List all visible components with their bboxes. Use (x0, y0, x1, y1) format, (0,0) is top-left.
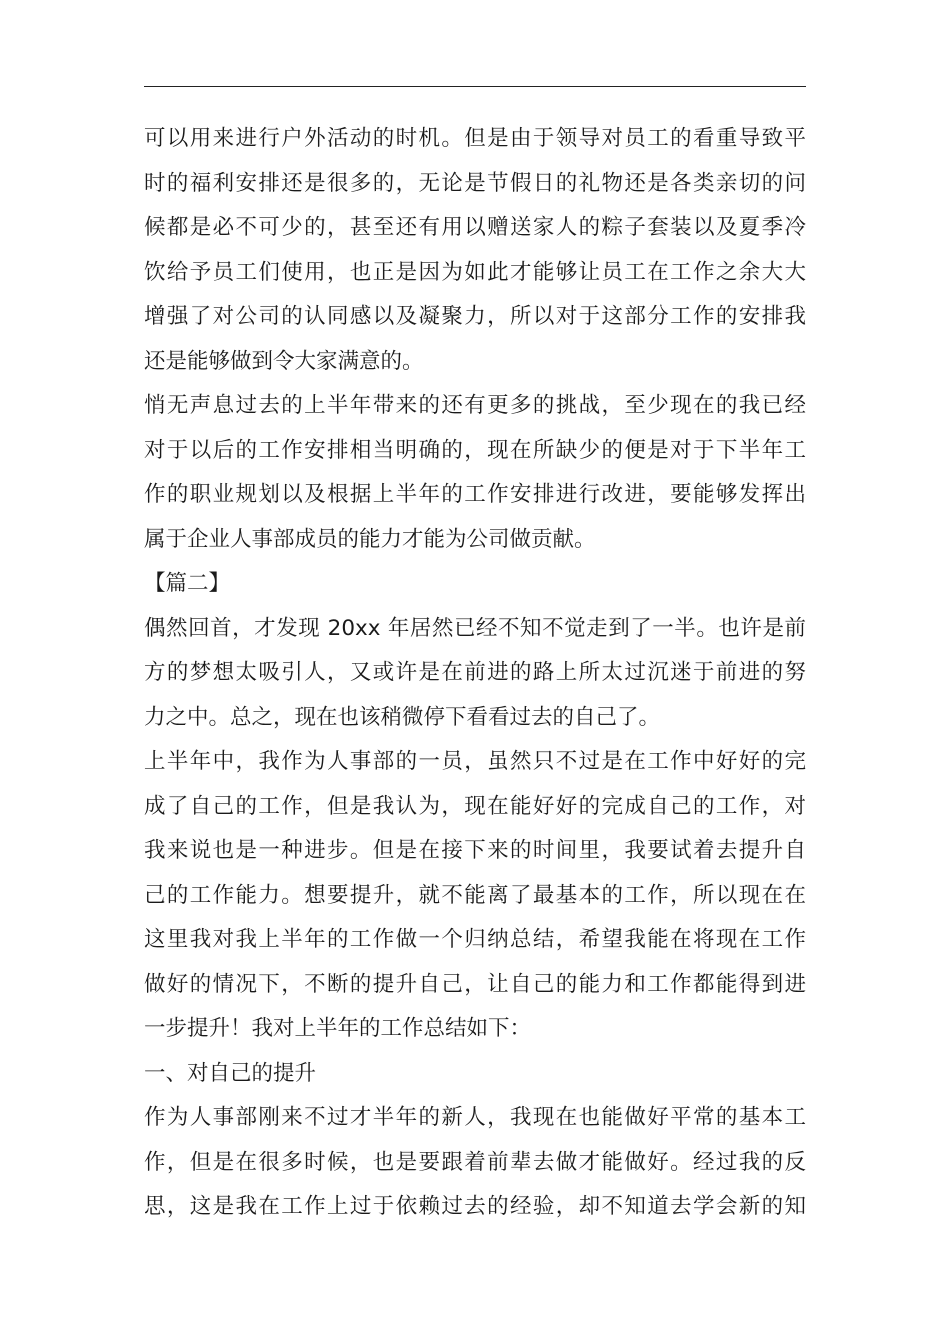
text-line: 思，这是我在工作上过于依赖过去的经验，却不知道去学会新的知 (144, 1194, 806, 1219)
text-line: 候都是必不可少的，甚至还有用以赠送家人的粽子套装以及夏季冷 (144, 215, 806, 240)
text-line: 做好的情况下，不断的提升自己，让自己的能力和工作都能得到进 (144, 971, 806, 997)
text-line: 作，但是在很多时候，也是要跟着前辈去做才能做好。经过我的反 (144, 1149, 806, 1175)
header-rule (144, 86, 806, 87)
text-line: 这里我对我上半年的工作做一个归纳总结，希望我能在将现在工作 (144, 927, 806, 952)
text-line: 方的梦想太吸引人，又或许是在前进的路上所太过沉迷于前进的努 (144, 660, 806, 685)
text-line: 我来说也是一种进步。但是在接下来的时间里，我要试着去提升自 (144, 838, 806, 863)
text-line: 力之中。总之，现在也该稍微停下看看过去的自己了。 (144, 704, 661, 730)
text-line: 作的职业规划以及根据上半年的工作安排进行改进，要能够发挥出 (144, 482, 806, 507)
text-line: 上半年中，我作为人事部的一员，虽然只不过是在工作中好好的完 (144, 749, 806, 774)
text-line: 己的工作能力。想要提升，就不能离了最基本的工作，所以现在在 (144, 882, 806, 908)
text-line: 饮给予员工们使用，也正是因为如此才能够让员工在工作之余大大 (144, 259, 806, 285)
text-line: 对于以后的工作安排相当明确的，现在所缺少的便是对于下半年工 (144, 437, 806, 463)
document-body (144, 117, 806, 1230)
text-line: 成了自己的工作，但是我认为，现在能好好的完成自己的工作，对 (144, 793, 806, 819)
text-line: 悄无声息过去的上半年带来的还有更多的挑战，至少现在的我已经 (144, 393, 806, 418)
text-line: 可以用来进行户外活动的时机。但是由于领导对员工的看重导致平 (144, 126, 806, 151)
text-line: 还是能够做到令大家满意的。 (144, 348, 424, 374)
text-line: 作为人事部刚来不过才半年的新人，我现在也能做好平常的基本工 (144, 1105, 806, 1130)
text-line: 偶然回首，才发现 20xx 年居然已经不知不觉走到了一半。也许是前 (144, 615, 806, 641)
text-line: 属于企业人事部成员的能力才能为公司做贡献。 (144, 526, 596, 552)
text-line: 【篇二】 (144, 571, 231, 596)
text-line: 时的福利安排还是很多的，无论是节假日的礼物还是各类亲切的问 (144, 170, 806, 196)
text-line: 一步提升！我对上半年的工作总结如下： (144, 1016, 532, 1041)
text-line: 一、对自己的提升 (144, 1060, 317, 1086)
text-line: 增强了对公司的认同感以及凝聚力，所以对于这部分工作的安排我 (144, 304, 806, 329)
